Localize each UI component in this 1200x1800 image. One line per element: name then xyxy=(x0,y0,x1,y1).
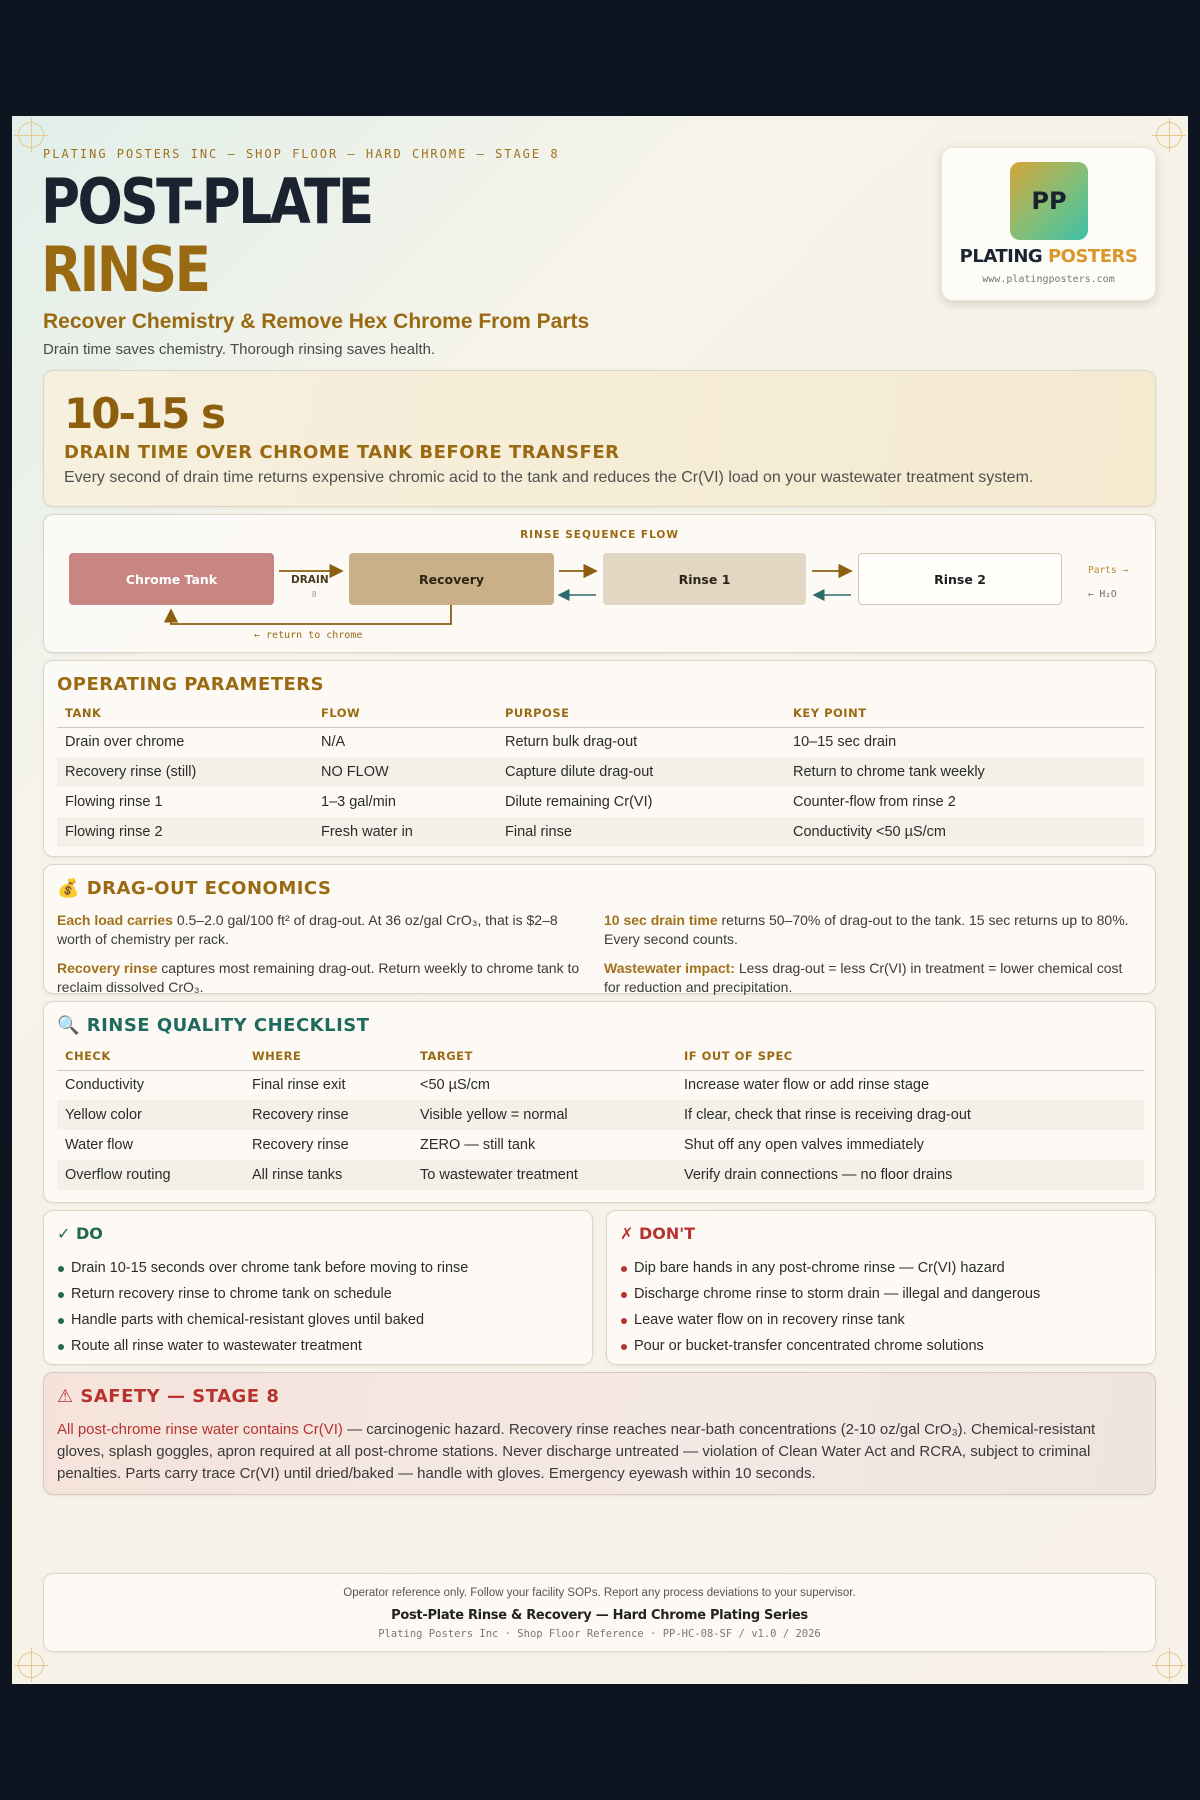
cell: Dilute remaining Cr(VI) xyxy=(505,794,653,810)
poster xyxy=(12,116,1188,1684)
list-item: Return recovery rinse to chrome tank on schedule xyxy=(57,1281,468,1307)
list-item: Handle parts with chemical-resistant gloves until baked xyxy=(57,1307,468,1333)
cell: Shut off any open valves immediately xyxy=(684,1137,924,1153)
list-item: Drain 10-15 seconds over chrome tank before moving to rinse xyxy=(57,1255,468,1281)
drag-out-economics-card xyxy=(43,864,1156,994)
crosshair-top-left xyxy=(18,122,44,148)
cell: If clear, check that rinse is receiving drag-out xyxy=(676,1100,1144,1130)
hero-description: Every second of drain time returns expensive chromic acid to the tank and reduces the Cr(VI) load on your wastewater treatment system. xyxy=(64,469,1034,486)
col-purpose: PURPOSE xyxy=(497,705,785,727)
eyebrow: PLATING POSTERS INC — SHOP FLOOR — HARD CHROME — STAGE 8 xyxy=(43,147,560,161)
cell: Return bulk drag-out xyxy=(505,734,638,751)
crosshair-top-right xyxy=(1156,122,1182,148)
safety-body: — carcinogenic hazard. Recovery rinse reaches near-bath concentrations (2-10 oz/gal CrO₃). Chemical-resistant gloves, splash goggles, apron required at all post-chrome stations. Never discharge untreated — violation of Clean Water Act and RCRA, subject to criminal penalties. Parts carry trace Cr(VI) until dried/baked — handle with gloves. Emergency eyewash within 10 seconds. xyxy=(57,1421,1096,1482)
cell: Capture dilute drag-out xyxy=(497,757,785,787)
checklist-heading-row xyxy=(57,1015,370,1036)
safety-card xyxy=(43,1372,1156,1495)
col-check: CHECK xyxy=(57,1048,244,1070)
hero-heading: DRAIN TIME OVER CHROME TANK BEFORE TRANSFER xyxy=(64,442,620,463)
cell: Visible yellow = normal xyxy=(412,1100,676,1130)
water-direction-label: ← H₂O xyxy=(1088,589,1117,600)
cell: All rinse tanks xyxy=(244,1160,412,1190)
list-item: Discharge chrome rinse to storm drain — illegal and dangerous xyxy=(620,1281,1040,1307)
footer-series: Post-Plate Rinse & Recovery — Hard Chrome Plating Series xyxy=(391,1608,808,1623)
cell: Recovery rinse xyxy=(252,1137,349,1153)
table-row xyxy=(57,757,1144,787)
cell: Recovery rinse xyxy=(244,1100,412,1130)
logo-card xyxy=(941,147,1156,301)
tagline: Drain time saves chemistry. Thorough rinsing saves health. xyxy=(43,341,436,358)
footer-meta: Plating Posters Inc · Shop Floor Reference · PP-HC-08-SF / v1.0 / 2026 xyxy=(378,1628,821,1640)
parts-direction-label: Parts → xyxy=(1088,565,1129,576)
col-target: TARGET xyxy=(412,1048,676,1070)
col-tank: TANK xyxy=(57,705,313,727)
dont-heading: ✗ DON'T xyxy=(620,1224,696,1243)
logo-url: www.platingposters.com xyxy=(982,274,1115,285)
col-key-point: KEY POINT xyxy=(785,705,1144,727)
economics-text: 0.5–2.0 gal/100 ft² of drag-out. At 36 oz/gal CrO₃, that is $2–8 worth of chemistry per rack. xyxy=(57,912,558,947)
crosshair-bottom-right xyxy=(1156,1652,1182,1678)
arrow-return xyxy=(171,605,451,624)
economics-item xyxy=(57,959,587,997)
params-table xyxy=(57,705,1144,847)
table-row xyxy=(57,727,1144,757)
flow-title: RINSE SEQUENCE FLOW xyxy=(520,529,679,541)
logo-name xyxy=(942,246,1155,267)
table-row xyxy=(57,817,1144,847)
economics-lead: 10 sec drain time xyxy=(604,912,718,928)
safety-text xyxy=(57,1419,1137,1485)
col-if-out-of-spec: IF OUT OF SPEC xyxy=(676,1048,1144,1070)
cell: 10–15 sec drain xyxy=(793,734,897,751)
rinse-flow-diagram xyxy=(43,514,1156,653)
do-card xyxy=(43,1210,593,1365)
cell: Overflow routing xyxy=(57,1160,244,1190)
logo-name-part1: PLATING xyxy=(959,246,1048,267)
logo-name-part2: POSTERS xyxy=(1047,246,1138,267)
rinse-quality-checklist-card xyxy=(43,1001,1156,1203)
cell: 1–3 gal/min xyxy=(321,794,396,810)
checklist-heading: RINSE QUALITY CHECKLIST xyxy=(86,1015,370,1036)
table-row xyxy=(57,1100,1144,1130)
cell: NO FLOW xyxy=(313,757,497,787)
node-rinse-2: Rinse 2 xyxy=(858,553,1062,605)
list-item: Route all rinse water to wastewater treatment xyxy=(57,1333,468,1359)
cell: Flowing rinse 1 xyxy=(65,794,163,810)
safety-heading: ⚠ SAFETY — STAGE 8 xyxy=(57,1386,280,1407)
table-row xyxy=(57,1160,1144,1190)
cell: Final rinse xyxy=(497,817,785,847)
cell: Recovery rinse (still) xyxy=(57,757,313,787)
title-line-1: POST-PLATE xyxy=(41,165,372,238)
col-flow: FLOW xyxy=(313,705,497,727)
economics-lead: Each load carries xyxy=(57,912,173,928)
list-item: Pour or bucket-transfer concentrated chrome solutions xyxy=(620,1333,1040,1359)
economics-heading: DRAG-OUT ECONOMICS xyxy=(86,878,332,899)
node-rinse-1: Rinse 1 xyxy=(603,553,806,605)
subtitle: Recover Chemistry & Remove Hex Chrome From Parts xyxy=(43,310,590,333)
cell: To wastewater treatment xyxy=(412,1160,676,1190)
table-row xyxy=(57,1130,1144,1160)
cell: N/A xyxy=(321,734,346,751)
logo-mark: PP xyxy=(1010,162,1088,240)
cell: Conductivity <50 µS/cm xyxy=(785,817,1144,847)
economics-lead: Recovery rinse xyxy=(57,960,158,976)
drain-label: DRAIN xyxy=(291,574,329,586)
economics-text: Less drag-out = less Cr(VI) in treatment = lower chemical cost for reduction and precipitation. xyxy=(604,960,1123,995)
safety-lead: All post-chrome rinse water contains Cr(VI) xyxy=(57,1421,343,1438)
cell: Fresh water in xyxy=(313,817,497,847)
economics-heading-row xyxy=(57,878,331,899)
cell: Final rinse exit xyxy=(252,1077,346,1094)
checklist-header-row xyxy=(57,1048,1144,1070)
economics-item xyxy=(57,911,587,949)
dont-list xyxy=(620,1255,1040,1359)
title-line-2: RINSE xyxy=(41,233,209,306)
crosshair-bottom-left xyxy=(18,1652,44,1678)
drain-time-hero xyxy=(43,370,1156,507)
cell: Yellow color xyxy=(57,1100,244,1130)
cell: ZERO — still tank xyxy=(420,1137,536,1153)
footer xyxy=(43,1573,1156,1652)
footer-note: Operator reference only. Follow your facility SOPs. Report any process deviations to your supervisor. xyxy=(343,1587,856,1599)
node-recovery: Recovery xyxy=(349,553,554,605)
money-bag-icon: 💰 xyxy=(57,878,80,899)
col-where: WHERE xyxy=(244,1048,412,1070)
do-list xyxy=(57,1255,468,1359)
drain-sub-label: 8 xyxy=(312,590,317,599)
do-heading: ✓ DO xyxy=(57,1224,103,1243)
cell: <50 µS/cm xyxy=(420,1077,491,1094)
cell: Flowing rinse 2 xyxy=(57,817,313,847)
cell: Increase water flow or add rinse stage xyxy=(684,1077,930,1094)
dont-card xyxy=(606,1210,1156,1365)
economics-item xyxy=(604,911,1134,949)
economics-lead: Wastewater impact: xyxy=(604,960,735,976)
cell: Verify drain connections — no floor drains xyxy=(676,1160,1144,1190)
list-item: Dip bare hands in any post-chrome rinse — Cr(VI) hazard xyxy=(620,1255,1040,1281)
cell: Conductivity xyxy=(65,1077,144,1094)
economics-text: returns 50–70% of drag-out to the tank. 15 sec returns up to 80%. Every second counts. xyxy=(604,912,1129,947)
table-row xyxy=(57,1070,1144,1100)
hero-value: 10-15 s xyxy=(64,389,224,438)
economics-text: captures most remaining drag-out. Return weekly to chrome tank to reclaim dissolved CrO₃. xyxy=(57,960,580,995)
operating-parameters-card xyxy=(43,660,1156,857)
node-chrome-tank: Chrome Tank xyxy=(69,553,274,605)
params-header-row xyxy=(57,705,1144,727)
params-heading: OPERATING PARAMETERS xyxy=(57,674,325,695)
economics-item xyxy=(604,959,1134,997)
cell: Return to chrome tank weekly xyxy=(785,757,1144,787)
cell: Water flow xyxy=(65,1137,133,1153)
list-item: Leave water flow on in recovery rinse tank xyxy=(620,1307,1040,1333)
checklist-table xyxy=(57,1048,1144,1190)
cell: Counter-flow from rinse 2 xyxy=(793,794,956,810)
magnifier-icon: 🔍 xyxy=(57,1015,80,1036)
cell: Drain over chrome xyxy=(65,734,185,751)
table-row xyxy=(57,787,1144,817)
return-label: ← return to chrome xyxy=(254,630,363,641)
